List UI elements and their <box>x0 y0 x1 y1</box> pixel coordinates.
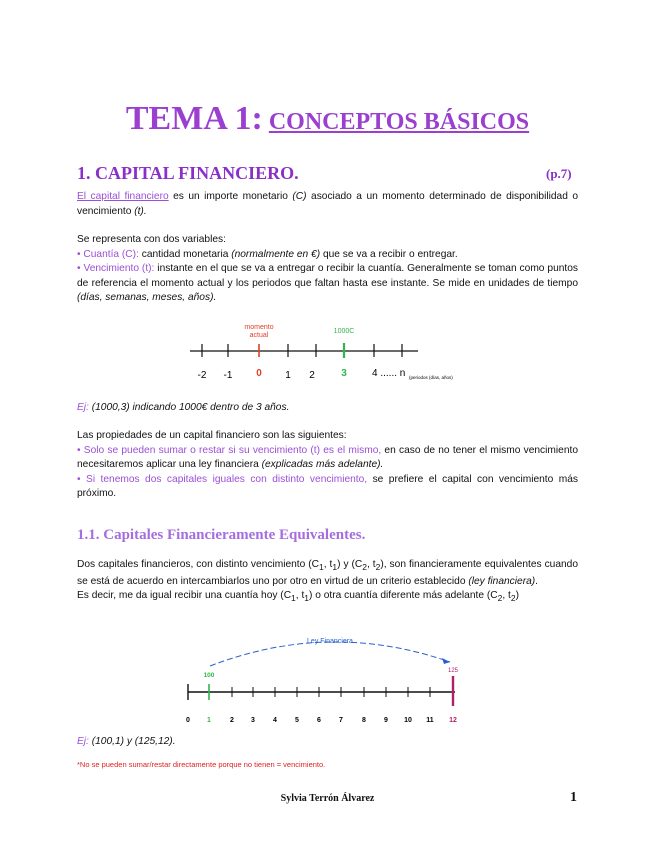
properties-paragraph: Las propiedades de un capital financiero son las siguientes: • Solo se pueden sumar o restar si su vencimiento (t) es el mismo, en caso de no tener el mismo vencimiento necesitaremos aplicar una ley financiera (explicadas más adelante). • Si tenemos dos capitales iguales con distinto vencimiento, se prefiere el capital con vencimiento más próximo. <box>77 429 578 502</box>
tick-label: -1 <box>223 370 233 381</box>
tick-label: 6 <box>317 717 321 724</box>
variable-cuantia: • Cuantía (C): cantidad monetaria (normalmente en €) que se va a recibir o entregar. <box>77 248 458 260</box>
tick-label: 1 <box>207 717 211 724</box>
actual-label: actual <box>249 332 269 339</box>
capital-financiero-link: El capital financiero <box>77 191 169 202</box>
author-footer: Sylvia Terrón Álvarez <box>280 793 375 804</box>
subsection-heading: 1.1. Capitales Financieramente Equivalentes. <box>77 527 366 543</box>
section-heading: 1. CAPITAL FINANCIERO. <box>77 163 299 183</box>
tick-label: 4 <box>273 717 277 724</box>
page-reference: (p.7) <box>546 166 572 181</box>
example-1: Ej: (1000,3) indicando 1000€ dentro de 3 años. <box>77 402 290 413</box>
tick-label-future: 3 <box>341 368 347 379</box>
tick-label: 0 <box>186 717 190 724</box>
ley-financiera-arc <box>210 642 450 666</box>
document-title <box>0 100 655 138</box>
example-2: Ej: (100,1) y (125,12). <box>77 736 176 747</box>
tick-label: 1 <box>285 370 291 381</box>
momento-label: momento <box>244 324 274 331</box>
property-2: • Si tenemos dos capitales iguales con distinto vencimiento, se prefiere el capital con vencimiento más próximo. <box>77 473 578 499</box>
tick-label: 4 ...... n <box>372 368 406 379</box>
tick-label: 11 <box>426 717 434 724</box>
tick-label: 12 <box>449 717 457 724</box>
tick-label: 9 <box>384 717 388 724</box>
tick-label: 10 <box>404 717 412 724</box>
variables-paragraph: Se representa con dos variables: • Cuantía (C): cantidad monetaria (normalmente en €) que se va a recibir o entregar. • Vencimiento (t): instante en el que se va a entregar o recibir la cuantía. Generalmente se toman como puntos de referencia el momento actual y los periodos que faltan hasta ese instante. Se mide en unidades de tiempo (días, semanas, meses, años). <box>77 233 578 306</box>
tick-label: 8 <box>362 717 366 724</box>
footnote: *No se pueden sumar/restar directamente porque no tienen = vencimiento. <box>77 760 326 769</box>
start-amount: 100 <box>203 672 215 679</box>
arrow-head <box>442 658 450 664</box>
timeline-diagram-2 <box>180 628 470 728</box>
variable-vencimiento: • Vencimiento (t): instante en el que se va a entregar o recibir la cuantía. Generalmente se toman como puntos de referencia el momento actual y los periodos que faltan hasta ese instante. Se mide en unidades de tiempo (días, semanas, meses, años). <box>77 263 578 303</box>
intro-paragraph: El capital financiero es un importe monetario (C) asociado a un momento determinado de disponibilidad o vencimiento (t). <box>77 191 579 217</box>
tick-label: 5 <box>295 717 299 724</box>
tick-label: 2 <box>230 717 234 724</box>
periods-note: (periodos (días, años) <box>409 375 453 380</box>
tick-label: 7 <box>339 717 343 724</box>
timeline-diagram-1 <box>180 320 500 385</box>
title-sub: CONCEPTOS BÁSICOS <box>268 109 530 135</box>
arc-label: Ley Financiera <box>307 638 353 645</box>
property-1: • Solo se pueden sumar o restar si su vencimiento (t) es el mismo, en caso de no tener el mismo vencimiento necesitaremos aplicar una ley financiera (explicadas más adelante). <box>77 444 578 470</box>
tick-label: 2 <box>309 370 315 381</box>
amount-label: 1000C <box>333 328 355 335</box>
tick-label: 3 <box>251 717 255 724</box>
equivalence-paragraph: Dos capitales financieros, con distinto vencimiento ($C_1$, $t_1$) y ($C_2$, $t_2$), son financieramente equivalentes cuando se está de acuerdo en intercambiarlos uno por otro en virtud de un criterio establecido (ley financiera). Es decir, me da igual recibir una cuantía hoy ($C_1$, $t_1$) o otra cuantía diferente más adelante ($C_2$, $t_2$) <box>77 559 578 604</box>
tick-label-current: 0 <box>256 368 262 379</box>
title-main: TEMA 1: <box>125 100 263 137</box>
tick-label: -2 <box>197 370 207 381</box>
page-number: 1 <box>570 790 577 805</box>
end-amount: 125 <box>447 668 459 674</box>
